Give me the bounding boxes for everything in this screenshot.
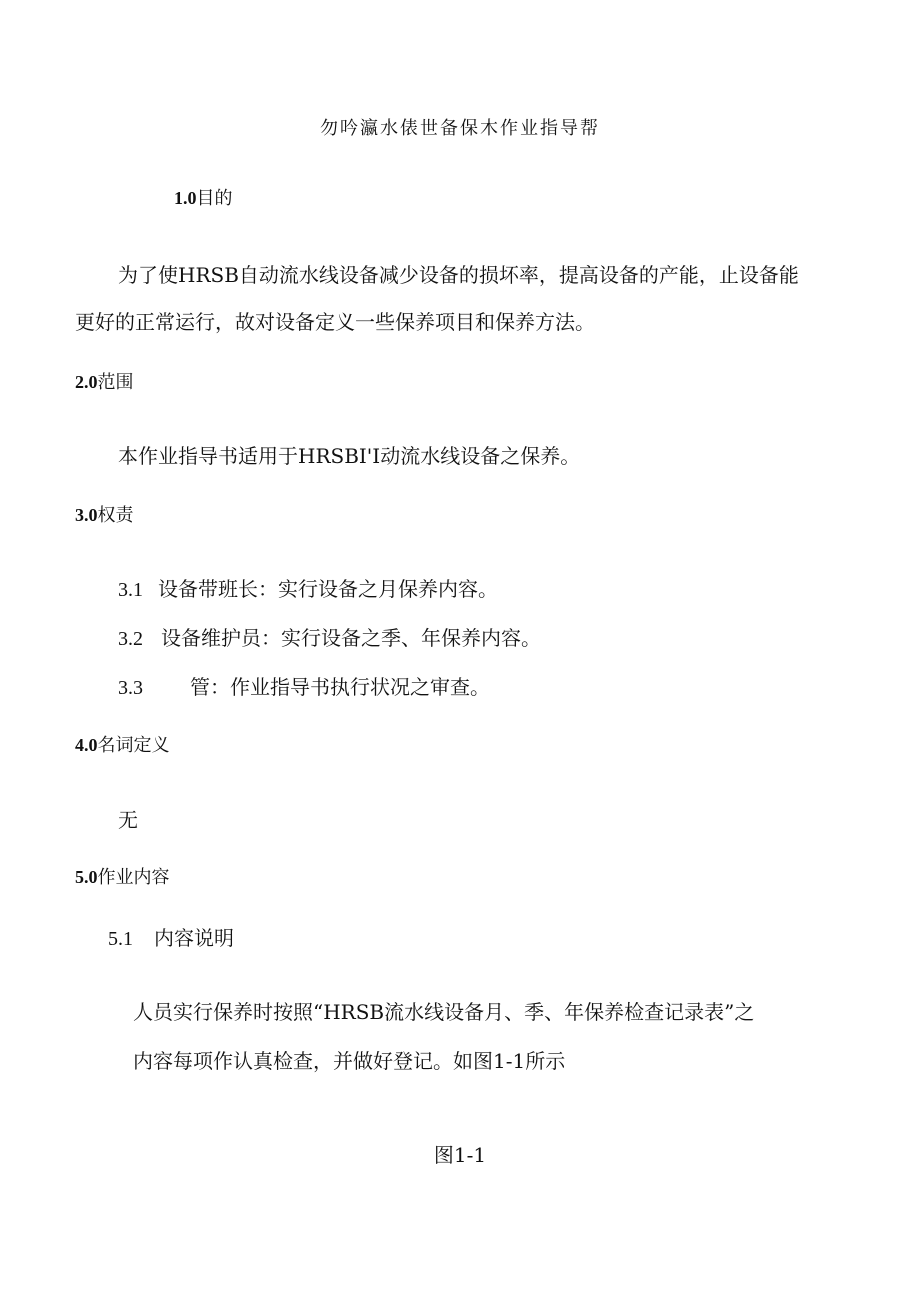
section-5-paragraph-line-1: 人员实行保养时按照“HRSB流水线设备月、季、年保养检查记录表”之 [133, 1000, 755, 1024]
section-4-heading [75, 736, 170, 755]
item-text: 设备带班长：实行设备之月保养内容。 [158, 577, 498, 601]
section-3-item-3 [118, 677, 490, 698]
section-5-title: 作业内容 [97, 867, 170, 888]
section-5-paragraph-line-2: 内容每项作认真检查，并做好登记。如图1-1所示 [133, 1049, 566, 1073]
section-1-title: 目的 [196, 188, 233, 209]
figure-caption: 图1-1 [433, 1143, 487, 1167]
section-1-paragraph-line-2: 更好的正常运行，故对设备定义一些保养项目和保养方法。 [75, 310, 595, 334]
section-4-title: 名词定义 [97, 735, 170, 756]
section-1-paragraph-line-1: 为了使HRSB自动流水线设备减少设备的损坏率，提高设备的产能，止设备能 [118, 263, 799, 287]
section-1-number: 1.0 [174, 188, 197, 208]
section-2-title: 范围 [97, 372, 134, 393]
subsection-title: 内容说明 [154, 926, 234, 950]
section-4-number: 4.0 [75, 735, 98, 755]
section-2-heading [75, 373, 134, 392]
item-text: 管：作业指导书执行状况之审查。 [190, 675, 490, 699]
section-1-heading [174, 189, 233, 208]
section-5-1-heading [108, 928, 234, 949]
section-3-title: 权责 [97, 505, 134, 526]
section-5-heading [75, 868, 170, 887]
section-3-number: 3.0 [75, 505, 98, 525]
item-number: 3.1 [118, 579, 143, 601]
item-number: 3.3 [118, 677, 143, 699]
document-title: 勿吟瀛水俵世备保木作业指导帮 [320, 118, 600, 139]
item-text: 设备维护员：实行设备之季、年保养内容。 [161, 626, 541, 650]
section-3-item-2 [118, 628, 541, 649]
section-4-paragraph: 无 [118, 808, 138, 832]
section-2-paragraph: 本作业指导书适用于HRSBI'I动流水线设备之保养。 [118, 444, 581, 468]
section-2-number: 2.0 [75, 372, 98, 392]
section-3-item-1 [118, 579, 498, 600]
section-5-number: 5.0 [75, 867, 98, 887]
subsection-number: 5.1 [108, 928, 133, 950]
section-3-heading [75, 506, 134, 525]
item-number: 3.2 [118, 628, 143, 650]
